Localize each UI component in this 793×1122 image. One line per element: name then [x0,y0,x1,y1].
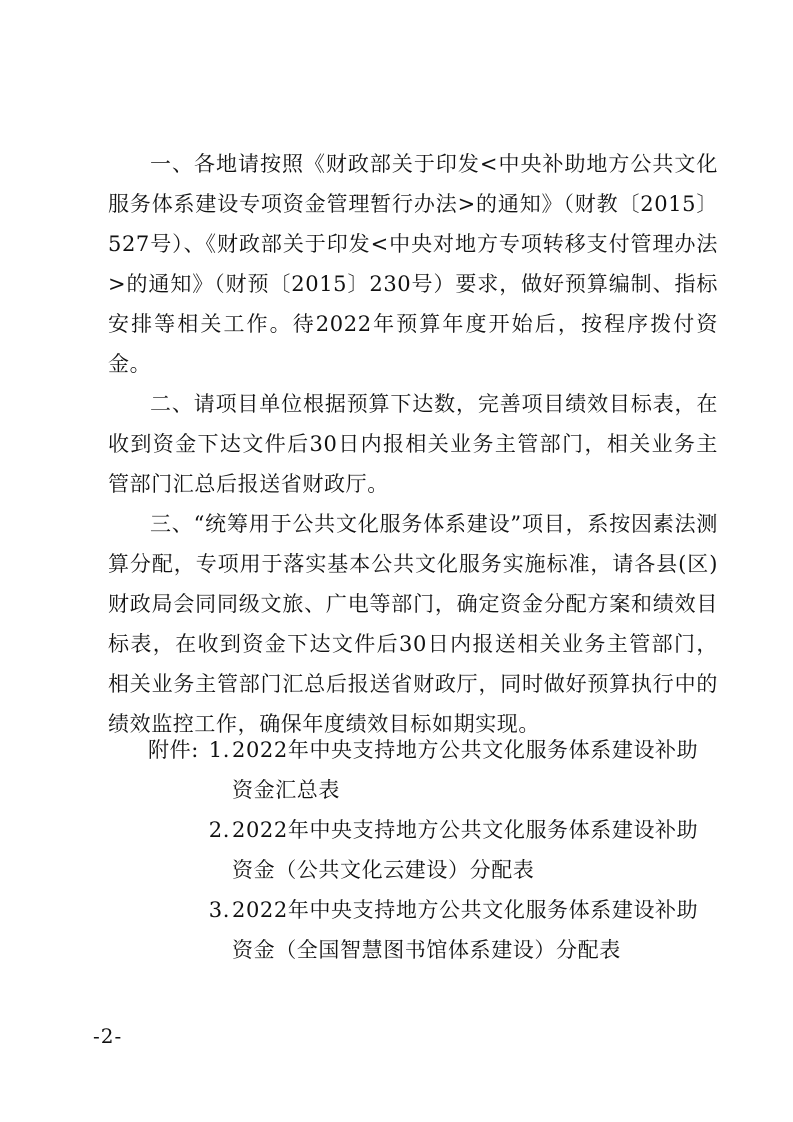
attachments-list [204,730,708,970]
attachment-number: 3. [208,898,230,922]
paragraph-1: 一、各地请按照《财政部关于印发<中央补助地方公共文化服务体系建设专项资金管理暂行办法>的通知》（财教〔2015〕527号）、《财政部关于印发<中央对地方专项转移支付管理办法>的通知》（财预〔2015〕230号）要求，做好预算编制、指标安排等相关工作。待2022年预算年度开始后，按程序拨付资金。 [108,152,718,376]
attachment-item-1 [204,730,708,810]
paragraph-3: 三、“统筹用于公共文化服务体系建设”项目，系按因素法测算分配，专项用于落实基本公共文化服务实施标准，请各县(区)财政局会同同级文旅、广电等部门，确定资金分配方案和绩效目标表，在收到资金下达文件后30日内报送相关业务主管部门，相关业务主管部门汇总后报送省财政厅，同时做好预算执行中的绩效监控工作，确保年度绩效目标如期实现。 [108,512,718,736]
paragraph-2: 二、请项目单位根据预算下达数，完善项目绩效目标表，在收到资金下达文件后30日内报相关业务主管部门，相关业务主管部门汇总后报送省财政厅。 [108,392,718,496]
attachment-number: 2. [208,818,230,842]
attachment-title: 2022年中央支持地方公共文化服务体系建设补助资金（公共文化云建设）分配表 [232,818,699,882]
page-number: -2- [93,1024,123,1048]
attachments-section [148,730,708,970]
document-body [108,144,718,744]
attachment-number: 1. [208,738,230,762]
attachment-title: 2022年中央支持地方公共文化服务体系建设补助资金汇总表 [232,738,699,802]
attachment-item-3 [204,890,708,970]
attachment-item-2 [204,810,708,890]
attachment-title: 2022年中央支持地方公共文化服务体系建设补助资金（全国智慧图书馆体系建设）分配表 [232,898,699,962]
attachments-label: 附件: [148,738,199,762]
